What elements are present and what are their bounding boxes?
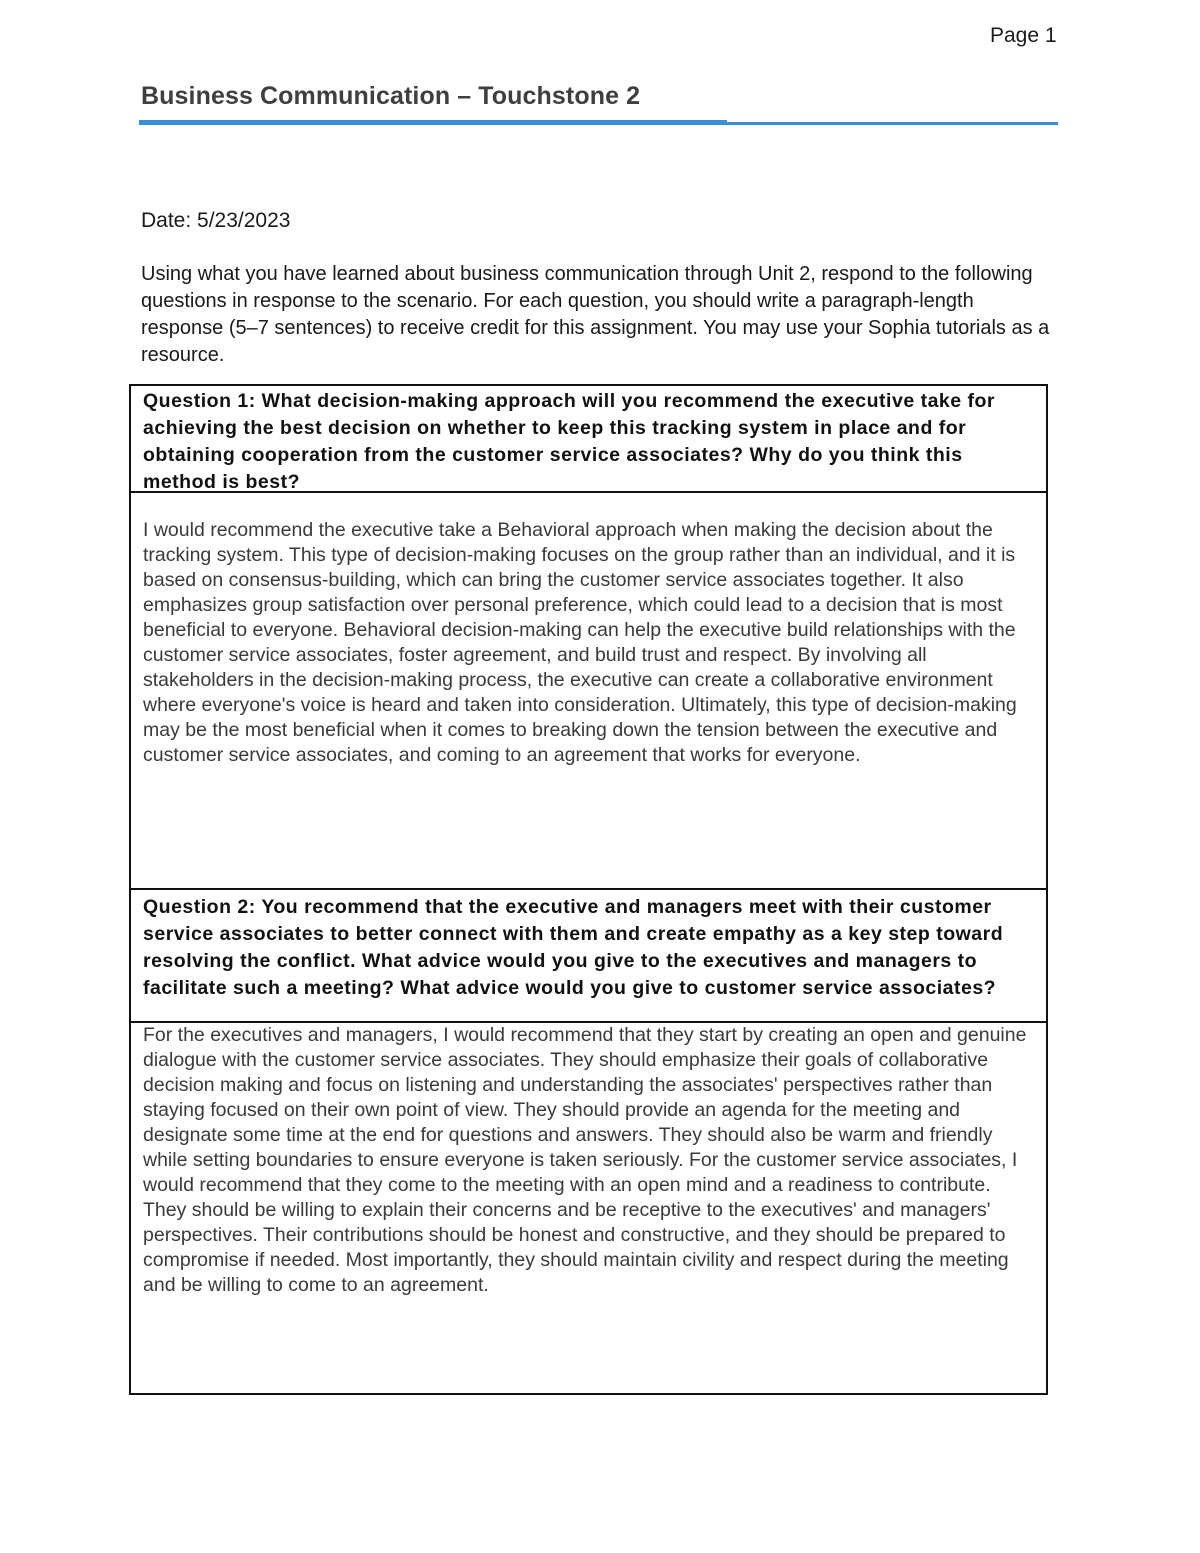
answer-2-cell [131, 1023, 1046, 1393]
document-title: Business Communication – Touchstone 2 [141, 82, 641, 110]
qa-table [129, 384, 1048, 1395]
question-2-text: Question 2: You recommend that the executive and managers meet with their customer service associates to better connect with them and create empathy as a key step toward resolving the conflict. What advice would you give to the executives and managers to facilitate such a meeting? What advice would you give to customer service associates? [143, 896, 1004, 999]
page-number: Page 1 [990, 24, 1057, 47]
question-1-text: Question 1: What decision-making approach will you recommend the executive take for achieving the best decision on whether to keep this tracking system in place and for obtaining cooperation from the customer service associates? Why do you think this method is best? [143, 390, 996, 493]
question-1-cell [131, 386, 1046, 493]
answer-1-text: I would recommend the executive take a Behavioral approach when making the decision about the tracking system. This type of decision-making focuses on the group rather than an individual, and it is based on consensus-building, which can bring the customer service associates together. It also emphasizes group satisfaction over personal preference, which could lead to a decision that is most beneficial to everyone. Behavioral decision-making can help the executive build relationships with the customer service associates, foster agreement, and build trust and respect. By involving all stakeholders in the decision-making process, the executive can create a collaborative environment where everyone's voice is heard and taken into consideration. Ultimately, this type of decision-making may be the most beneficial when it comes to breaking down the tension between the executive and customer service associates, and coming to an agreement that works for everyone. [143, 519, 1017, 766]
answer-1-cell [131, 493, 1046, 890]
title-underline-accent [139, 120, 727, 123]
answer-2-text: For the executives and managers, I would recommend that they start by creating an open and genuine dialogue with the customer service associates. They should emphasize their goals of collaborative decision making and focus on listening and understanding the associates' perspectives rather than staying focused on their own point of view. They should provide an agenda for the meeting and designate some time at the end for questions and answers. They should also be warm and friendly while setting boundaries to ensure everyone is taken seriously. For the customer service associates, I would recommend that they come to the meeting with an open mind and a readiness to contribute. They should be willing to explain their concerns and be receptive to the executives' and managers' perspectives. Their contributions should be honest and constructive, and they should be prepared to compromise if needed. Most importantly, they should maintain civility and respect during the meeting and be willing to come to an agreement. [143, 1024, 1027, 1296]
intro-paragraph: Using what you have learned about business communication through Unit 2, respond to the following questions in response to the scenario. For each question, you should write a paragraph-length response (5–7 sentences) to receive credit for this assignment. You may use your Sophia tutorials as a resource. [141, 263, 1050, 366]
date-line: Date: 5/23/2023 [141, 209, 291, 232]
question-2-cell [131, 890, 1046, 1023]
